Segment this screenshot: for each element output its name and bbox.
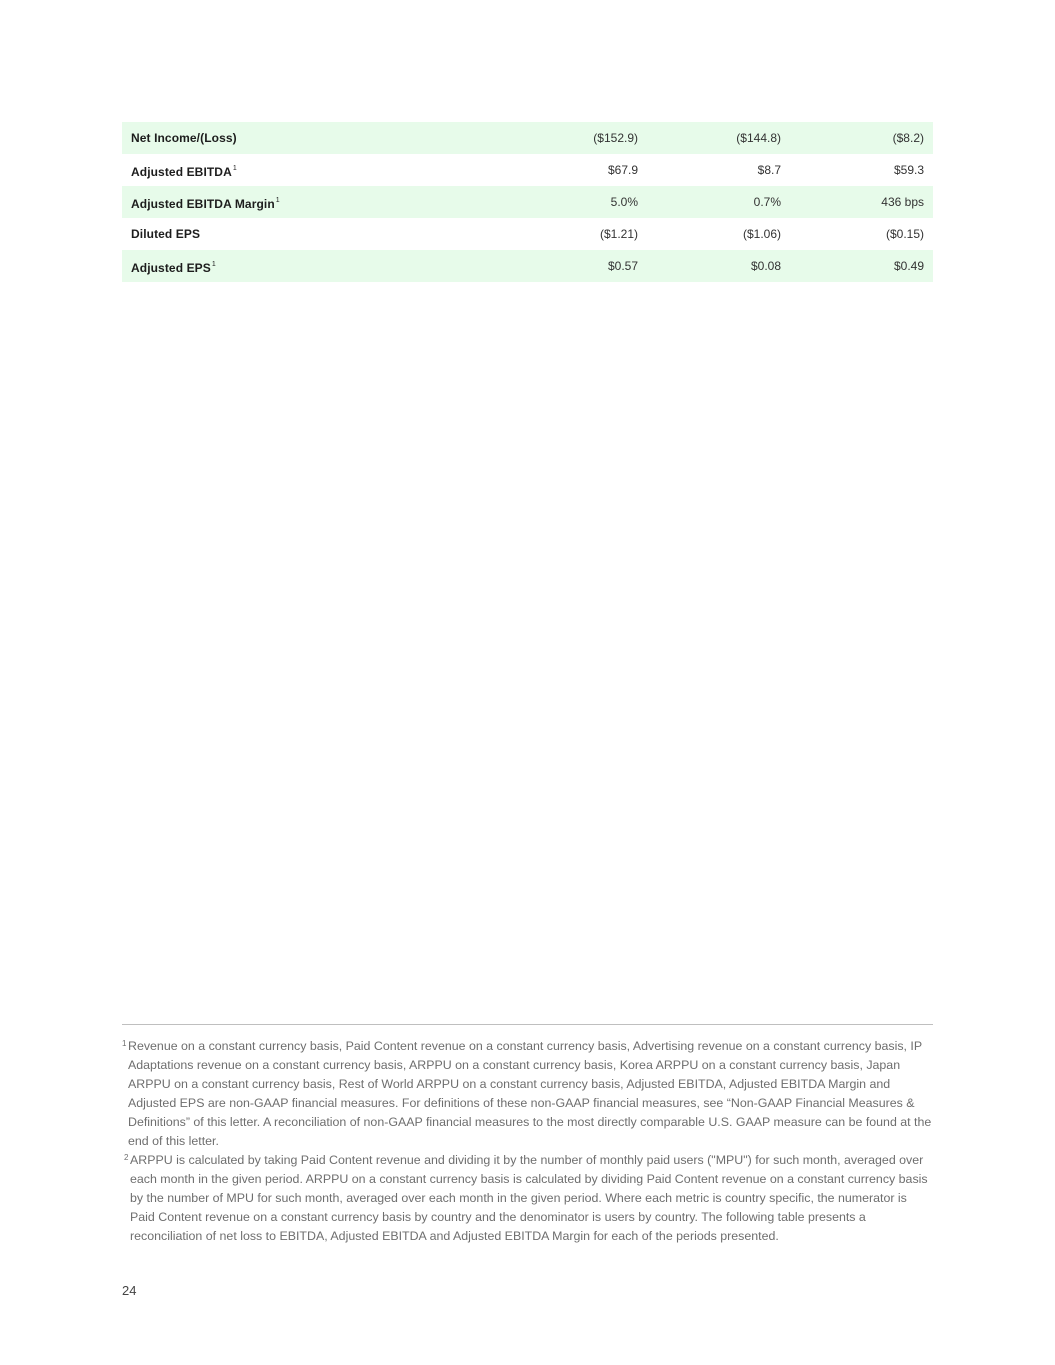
footnote-ref: 1 <box>211 261 216 268</box>
row-value-col3: $59.3 <box>893 163 924 177</box>
table-row-adjusted-ebitda <box>122 154 933 186</box>
financial-summary-table <box>122 122 933 282</box>
footnote-marker: 2 <box>124 1153 129 1162</box>
row-label: Adjusted EPS$^1$ <box>131 261 216 275</box>
row-value-col1: $0.57 <box>607 259 638 273</box>
row-label: Adjusted EBITDA Margin$^1$ <box>131 197 280 211</box>
footnote-ref: 1 <box>232 165 237 172</box>
row-value-col1: ($152.9) <box>593 131 638 145</box>
row-value-col3: $0.49 <box>893 259 924 273</box>
row-value-col1: ($1.21) <box>599 227 638 241</box>
footnote-2 <box>122 1151 933 1246</box>
row-value-col1: $67.9 <box>607 163 638 177</box>
table-row-diluted-eps <box>122 218 933 250</box>
row-value-col3: ($8.2) <box>892 131 924 145</box>
row-value-col2: $0.08 <box>750 259 781 273</box>
row-value-col3: ($0.15) <box>885 227 924 241</box>
row-label: Diluted EPS <box>131 227 201 241</box>
table-row-adjusted-ebitda-margin <box>122 186 933 218</box>
table-row-adjusted-eps <box>122 250 933 282</box>
row-value-col2: ($144.8) <box>736 131 781 145</box>
table-row-net-income <box>122 122 933 154</box>
footnote-text: Revenue on a constant currency basis, Paid Content revenue on a constant currency basis, Advertising revenue on a constant currency basis, IP Adaptations revenue on a constant currency basis, ARPPU on a constant currency basis, Korea ARPPU on a constant currency basis, Japan ARPPU on a constant currency basis, Rest of World ARPPU on a constant currency basis, Adjusted EBITDA, Adjusted EBITDA Margin and Adjusted EPS are non-GAAP financial measures. For definitions of these non-GAAP financial measures, see “Non-GAAP Financial Measures & Definitions” of this letter. A reconciliation of non-GAAP financial measures to the most directly comparable U.S. GAAP measure can be found at the end of this letter. <box>128 1039 932 1148</box>
row-value-col2: $8.7 <box>757 163 781 177</box>
footnote-text: ARPPU is calculated by taking Paid Content revenue and dividing it by the number of monthly paid users ("MPU") for such month, averaged over each month in the given period. ARPPU on a constant currency basis is calculated by dividing Paid Content revenue on a constant currency basis by the number of MPU for such month, averaged over each month in the given period. Where each metric is country specific, the numerator is Paid Content revenue on a constant currency basis by country and the denominator is users by country. The following table presents a reconciliation of net loss to EBITDA, Adjusted EBITDA and Adjusted EBITDA Margin for each of the periods presented. <box>130 1153 928 1243</box>
row-value-col3: 436 bps <box>881 195 924 209</box>
footnote-ref: 1 <box>275 197 280 204</box>
footnote-1 <box>122 1037 933 1151</box>
footnote-marker: 1 <box>122 1039 127 1048</box>
page-number: 24 <box>122 1283 137 1298</box>
footnote-divider <box>122 1024 933 1025</box>
row-value-col2: 0.7% <box>753 195 781 209</box>
row-label: Adjusted EBITDA$^1$ <box>131 165 237 179</box>
footnotes <box>122 1037 933 1246</box>
row-value-col1: 5.0% <box>610 195 638 209</box>
row-label: Net Income/(Loss) <box>131 131 237 145</box>
row-value-col2: ($1.06) <box>742 227 781 241</box>
